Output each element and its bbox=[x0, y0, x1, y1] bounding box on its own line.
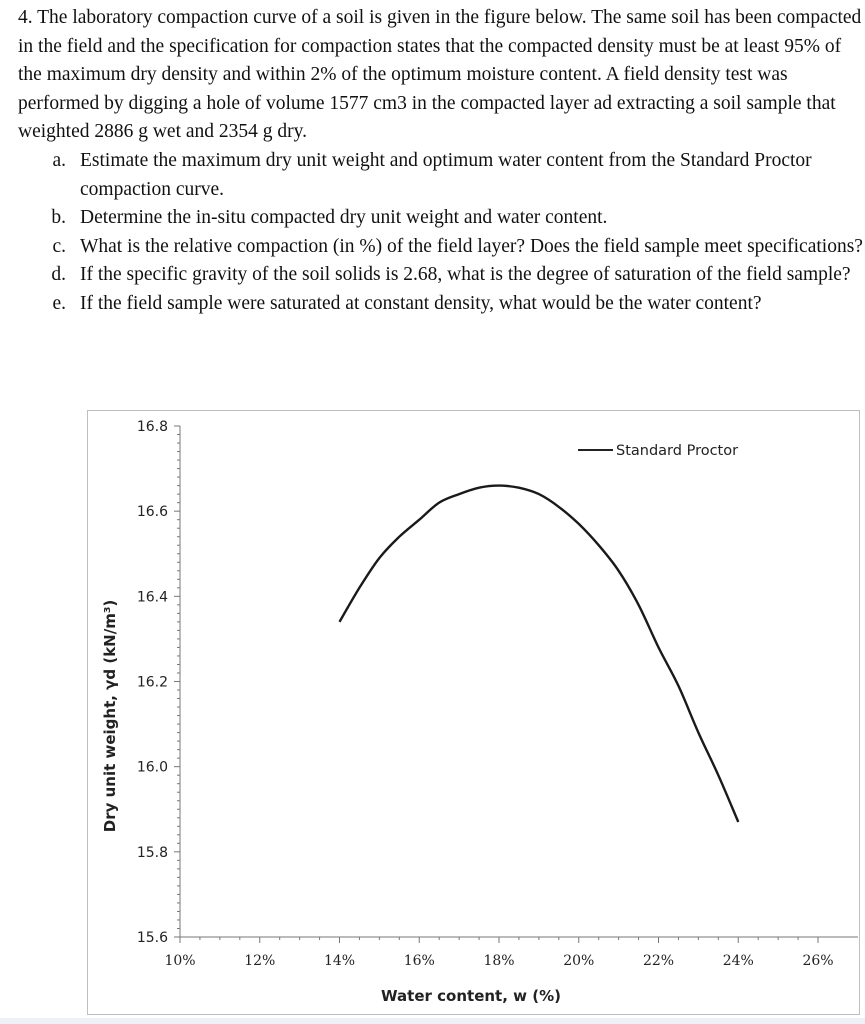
chart-axes bbox=[174, 426, 858, 943]
x-tick-labels bbox=[164, 953, 833, 969]
y-tick-label: 15.6 bbox=[136, 930, 168, 946]
x-tick-label: 26% bbox=[802, 953, 834, 969]
chart-series bbox=[340, 486, 739, 822]
part-text: If the field sample were saturated at constant density, what would be the water content? bbox=[80, 292, 762, 314]
part-label: d. bbox=[51, 264, 66, 286]
y-tick-label: 16.4 bbox=[136, 589, 168, 606]
question-part-b bbox=[40, 204, 863, 233]
y-tick-label: 16.6 bbox=[136, 504, 168, 521]
y-tick-label: 16.2 bbox=[136, 674, 168, 691]
series-line-standard-proctor bbox=[340, 486, 739, 822]
x-tick-label: 10% bbox=[164, 953, 196, 969]
x-tick-label: 18% bbox=[483, 953, 515, 969]
bottom-scroll-strip bbox=[0, 1018, 865, 1024]
y-axis-title: Dry unit weight, γd (kN/m³) bbox=[101, 599, 119, 833]
x-tick-label: 14% bbox=[323, 953, 356, 969]
question-intro: 4. The laboratory compaction curve of a soil is given in the figure below. The same soil has been compacted in the field and the specification for compaction states that the compacted density must be at least 95% of the maximum dry density and within 2% of the optimum moisture content. A field density test was performed by digging a hole of volume 1577 cm3 in the compacted layer ad extracting a soil sample that weighted 2886 g wet and 2354 g dry. bbox=[18, 7, 862, 143]
part-label: c. bbox=[52, 235, 66, 257]
part-text: If the specific gravity of the soil solids is 2.68, what is the degree of saturation of the field sample? bbox=[80, 264, 851, 286]
question-part-c bbox=[40, 233, 863, 262]
part-label: e. bbox=[52, 292, 66, 314]
y-tick-labels bbox=[137, 419, 168, 946]
question-part-d bbox=[40, 261, 863, 290]
question-parts bbox=[40, 147, 863, 319]
x-axis-title: Water content, w (%) bbox=[381, 987, 561, 1005]
y-tick-label: 16.0 bbox=[136, 759, 168, 776]
part-text: What is the relative compaction (in %) of the field layer? Does the field sample meet specifications? bbox=[80, 235, 863, 257]
x-tick-label: 20% bbox=[563, 953, 595, 969]
part-label: b. bbox=[51, 207, 66, 229]
compaction-chart bbox=[88, 411, 859, 1014]
part-text: Estimate the maximum dry unit weight and optimum water content from the Standard Proctor compaction curve. bbox=[80, 149, 812, 200]
compaction-chart-frame bbox=[87, 410, 860, 1015]
x-tick-label: 24% bbox=[722, 953, 754, 969]
x-tick-label: 12% bbox=[244, 953, 276, 969]
legend-label: Standard Proctor bbox=[616, 443, 739, 459]
y-tick-label: 16.8 bbox=[136, 419, 168, 435]
question-part-a bbox=[40, 147, 863, 204]
question-text bbox=[18, 4, 863, 319]
part-text: Determine the in-situ compacted dry unit weight and water content. bbox=[80, 207, 608, 229]
x-tick-label: 16% bbox=[403, 953, 435, 969]
part-label: a. bbox=[52, 149, 66, 171]
y-tick-label: 15.8 bbox=[136, 844, 168, 861]
question-part-e bbox=[40, 290, 863, 319]
x-tick-label: 22% bbox=[642, 953, 675, 969]
